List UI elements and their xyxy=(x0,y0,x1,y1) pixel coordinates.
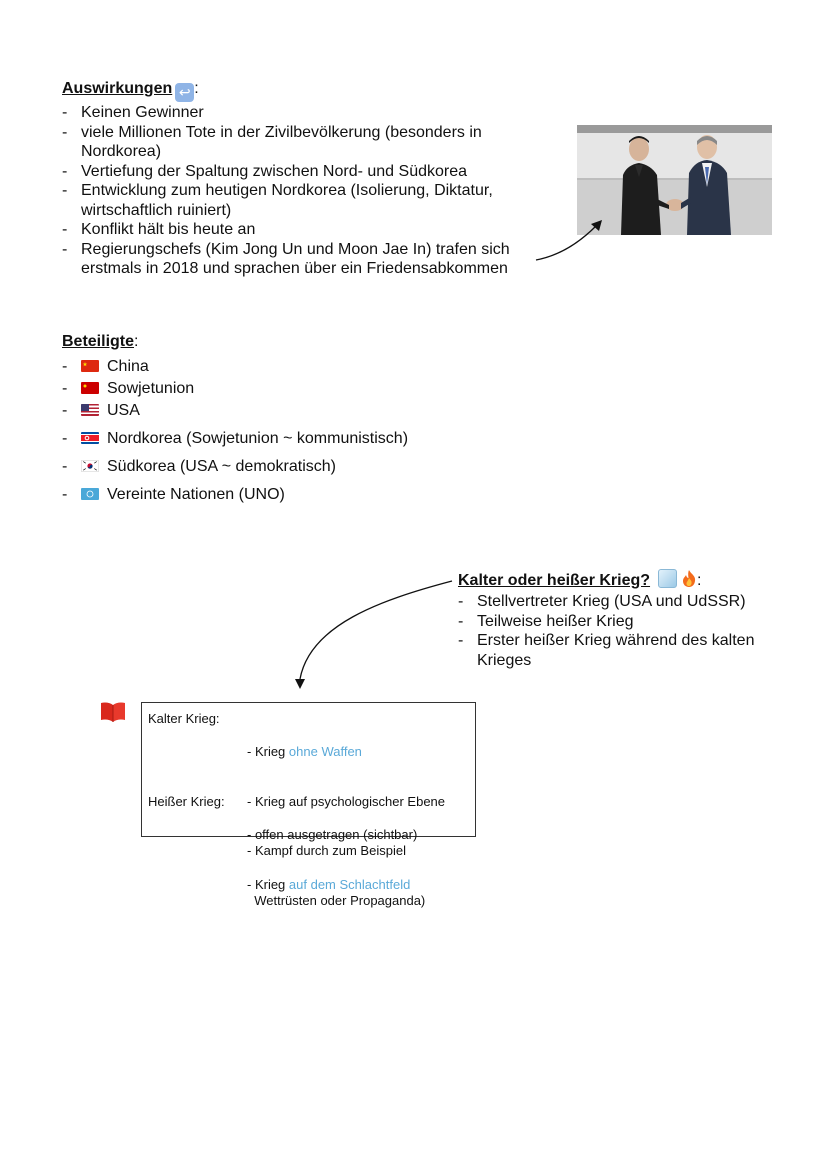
list-item: - Entwicklung zum heutigen Nordkorea (Isolierung, Diktatur, wirtschaftlich ruiniert) xyxy=(62,181,537,220)
participant-label: Südkorea (USA ~ demokratisch) xyxy=(107,458,336,475)
highlight-text: ohne Waffen xyxy=(288,744,362,759)
participant-label: China xyxy=(107,358,149,375)
list-item xyxy=(62,379,482,398)
definition-box xyxy=(141,702,476,908)
un-flag-icon xyxy=(81,488,99,500)
auswirkungen-list xyxy=(62,103,537,279)
list-item xyxy=(62,457,482,476)
list-item: - Vertiefung der Spaltung zwischen Nord- und Südkorea xyxy=(62,162,537,182)
beteiligte-heading-row xyxy=(62,333,138,351)
highlight-text: auf dem Schlachtfeld xyxy=(288,876,411,892)
north-korea-flag-icon xyxy=(81,432,99,444)
definition-line: Wettrüsten oder Propaganda) xyxy=(247,892,426,908)
list-item: - Regierungschefs (Kim Jong Un und Moon Jae In) trafen sich erstmals in 2018 und sprachen über ein Friedensabkommen xyxy=(62,240,537,279)
arrow-to-definition-box xyxy=(290,575,460,695)
return-arrow-icon: ↩ xyxy=(175,83,194,102)
krieg-list xyxy=(458,592,788,670)
krieg-heading: Kalter oder heißer Krieg? xyxy=(458,572,651,589)
list-item: - viele Millionen Tote in der Zivilbevölkerung (besonders in Nordkorea) xyxy=(62,123,537,162)
beteiligte-heading: Beteiligte xyxy=(62,333,135,350)
list-item: - Keinen Gewinner xyxy=(62,103,537,123)
heisser-krieg-label: Heißer Krieg: xyxy=(148,794,225,809)
book-icon xyxy=(100,701,126,728)
definition-line: - Krieg auf psychologischer Ebene xyxy=(247,793,446,809)
definition-line: - offen ausgetragen (sichtbar) xyxy=(247,827,418,842)
heading-colon: : xyxy=(194,80,199,97)
list-item: - Konflikt hält bis heute an xyxy=(62,220,537,240)
definition-text: - Krieg xyxy=(247,876,289,892)
heisser-krieg-definitions xyxy=(247,794,417,926)
list-item xyxy=(62,401,482,420)
ice-cube-icon xyxy=(658,569,677,588)
fire-icon xyxy=(681,569,697,593)
auswirkungen-heading: Auswirkungen xyxy=(62,80,173,97)
kalter-krieg-label: Kalter Krieg: xyxy=(148,711,220,726)
definition-line xyxy=(247,877,417,894)
list-item xyxy=(62,485,482,504)
list-item: - Stellvertreter Krieg (USA und UdSSR) xyxy=(458,592,788,612)
usa-flag-icon xyxy=(81,404,99,416)
list-item xyxy=(62,357,482,376)
soviet-flag-icon xyxy=(81,382,99,394)
definition-text: - Krieg xyxy=(247,744,289,759)
list-item: - Teilweise heißer Krieg xyxy=(458,612,788,632)
definition-line: - Kampf durch zum Beispiel xyxy=(247,843,406,858)
south-korea-flag-icon xyxy=(81,460,99,472)
participant-label: Nordkorea (Sowjetunion ~ kommunistisch) xyxy=(107,430,409,447)
beteiligte-list xyxy=(62,357,482,504)
participant-label: Sowjetunion xyxy=(107,380,195,397)
participant-label: Vereinte Nationen (UNO) xyxy=(107,486,285,503)
participant-label: USA xyxy=(107,402,140,419)
list-item: - Erster heißer Krieg während des kalten Krieges xyxy=(458,631,788,670)
heading-colon: : xyxy=(134,333,139,350)
list-item xyxy=(62,429,482,448)
heading-colon: : xyxy=(696,572,702,589)
definition-line xyxy=(247,744,445,761)
krieg-heading-row xyxy=(458,569,701,593)
arrow-to-photo xyxy=(530,210,610,270)
china-flag-icon xyxy=(81,360,99,372)
auswirkungen-heading-row xyxy=(62,80,199,102)
